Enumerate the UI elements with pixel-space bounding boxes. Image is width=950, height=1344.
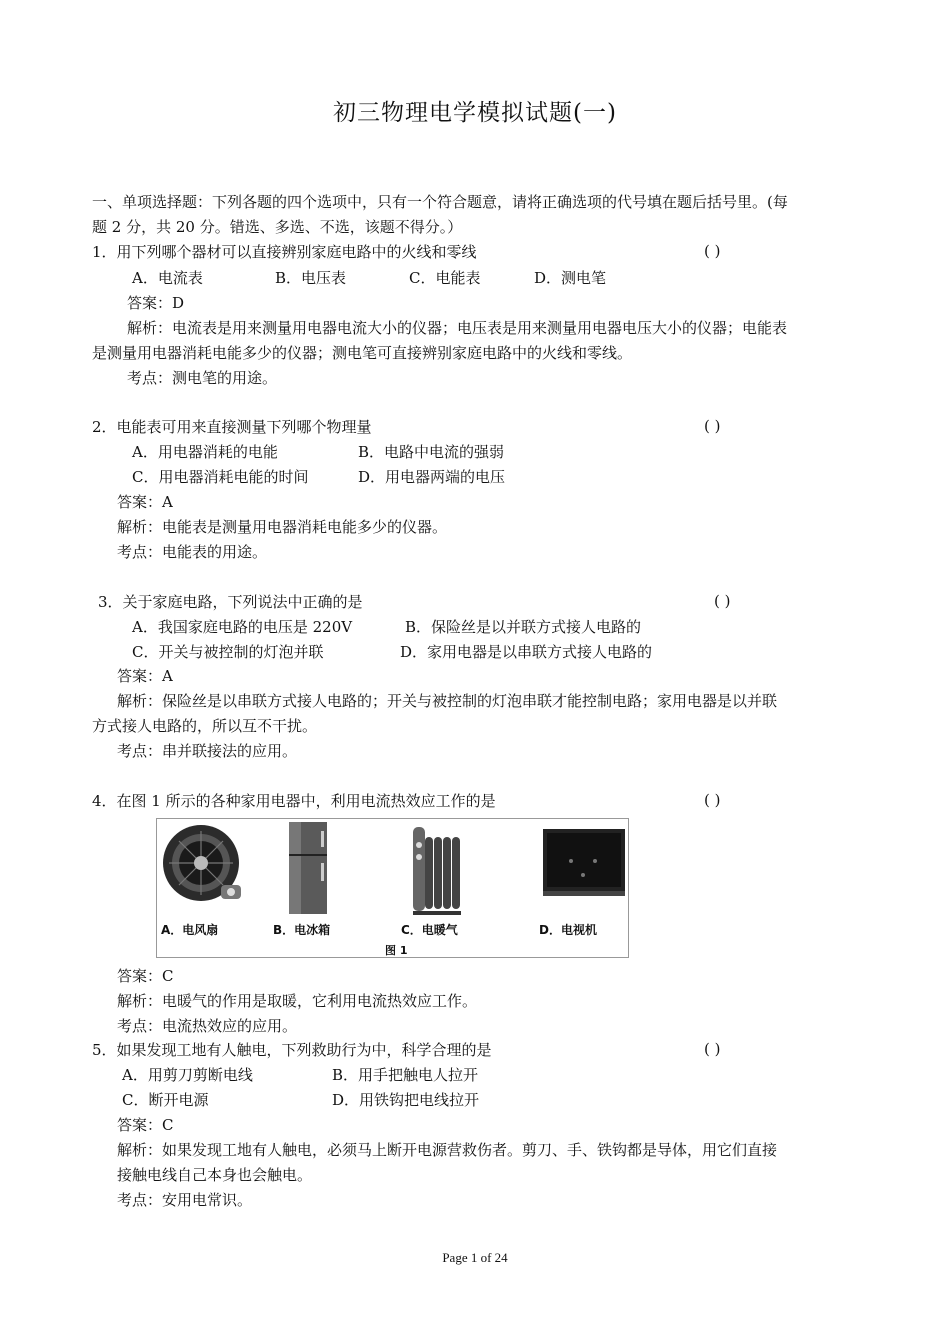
television-image [541, 827, 627, 899]
question-1-stem: 1．用下列哪个器材可以直接辨别家庭电路中的火线和零线 [92, 243, 477, 261]
question-2-option-c: C．用电器消耗电能的时间 [132, 468, 309, 486]
figure-label: 图 1 [385, 944, 408, 957]
question-3-answer: 答案：A [117, 667, 173, 685]
electric-fan-image [159, 821, 245, 911]
figure-caption-a: A．电风扇 [161, 923, 219, 937]
question-5-answer: 答案：C [117, 1116, 174, 1134]
question-5-point: 考点：安用电常识。 [117, 1191, 253, 1209]
figure-caption-b: B．电冰箱 [273, 923, 331, 937]
question-5-option-d: D．用铁钩把电线拉开 [332, 1091, 480, 1109]
question-1-option-d: D．测电笔 [534, 269, 607, 287]
refrigerator-image [285, 821, 335, 917]
section-instruction-line-2: 题 2 分，共 20 分。错选、多选、不选，该题不得分。） [92, 218, 463, 236]
question-1-answer-bracket: ( ) [704, 242, 721, 260]
electric-heater-image [407, 823, 471, 919]
question-4-analysis: 解析：电暖气的作用是取暖，它利用电流热效应工作。 [117, 992, 478, 1010]
question-3-option-d: D．家用电器是以串联方式接人电路的 [400, 643, 653, 661]
page-title: 初三物理电学模拟试题(一) [333, 100, 617, 126]
question-1-option-b: B．电压表 [275, 269, 347, 287]
question-2-option-d: D．用电器两端的电压 [358, 468, 506, 486]
question-3-option-b: B．保险丝是以并联方式接人电路的 [405, 618, 642, 636]
question-1-answer: 答案：D [127, 294, 185, 312]
question-5-answer-bracket: ( ) [704, 1040, 721, 1058]
question-2-answer: 答案：A [117, 493, 173, 511]
question-4-point: 考点：电流热效应的应用。 [117, 1017, 298, 1035]
question-5-stem: 5．如果发现工地有人触电，下列救助行为中，科学合理的是 [92, 1041, 492, 1059]
page-footer: Page 1 of 24 [442, 1250, 508, 1265]
question-2-answer-bracket: ( ) [704, 417, 721, 435]
question-3-analysis-line-1: 解析：保险丝是以串联方式接人电路的；开关与被控制的灯泡串联才能控制电路；家用电器是以并联 [117, 692, 778, 710]
question-1-analysis-line-2: 是测量用电器消耗电能多少的仪器；测电笔可直接辨别家庭电路中的火线和零线。 [92, 344, 633, 362]
question-1-option-a: A．电流表 [132, 269, 203, 287]
question-5-option-c: C．断开电源 [122, 1091, 209, 1109]
question-3-stem: 3．关于家庭电路，下列说法中正确的是 [98, 593, 363, 611]
question-5-option-a: A．用剪刀剪断电线 [122, 1066, 253, 1084]
question-4-stem: 4．在图 1 所示的各种家用电器中，利用电流热效应工作的是 [92, 792, 496, 810]
figure-caption-c: C．电暖气 [401, 923, 458, 937]
question-1-option-c: C．电能表 [409, 269, 481, 287]
figure-caption-d: D．电视机 [539, 923, 597, 937]
question-4-answer-bracket: ( ) [704, 791, 721, 809]
question-1-analysis-line-1: 解析：电流表是用来测量用电器电流大小的仪器；电压表是用来测量用电器电压大小的仪器；电能表 [127, 319, 788, 337]
question-5-option-b: B．用手把触电人拉开 [332, 1066, 479, 1084]
question-1-point: 考点：测电笔的用途。 [127, 369, 278, 387]
question-2-option-b: B．电路中电流的强弱 [358, 443, 505, 461]
figure-1-appliances [156, 818, 629, 958]
question-3-option-c: C．开关与被控制的灯泡并联 [132, 643, 324, 661]
question-3-answer-bracket: ( ) [714, 592, 731, 610]
question-2-analysis: 解析：电能表是测量用电器消耗电能多少的仪器。 [117, 518, 448, 536]
question-3-option-a: A．我国家庭电路的电压是 220V [132, 618, 353, 636]
question-2-stem: 2．电能表可用来直接测量下列哪个物理量 [92, 418, 372, 436]
question-3-analysis-line-2: 方式接人电路的，所以互不干扰。 [92, 717, 318, 735]
question-5-analysis-line-1: 解析：如果发现工地有人触电，必须马上断开电源营救伤者。剪刀、手、铁钩都是导体，用它们直接 [117, 1141, 778, 1159]
section-instruction-line-1: 一、单项选择题：下列各题的四个选项中，只有一个符合题意，请将正确选项的代号填在题后括号里。(每 [92, 193, 788, 211]
question-5-analysis-line-2: 接触电线自己本身也会触电。 [117, 1166, 313, 1184]
question-2-point: 考点：电能表的用途。 [117, 543, 268, 561]
question-2-option-a: A．用电器消耗的电能 [132, 443, 278, 461]
question-4-answer: 答案：C [117, 967, 174, 985]
question-3-point: 考点：串并联接法的应用。 [117, 742, 298, 760]
